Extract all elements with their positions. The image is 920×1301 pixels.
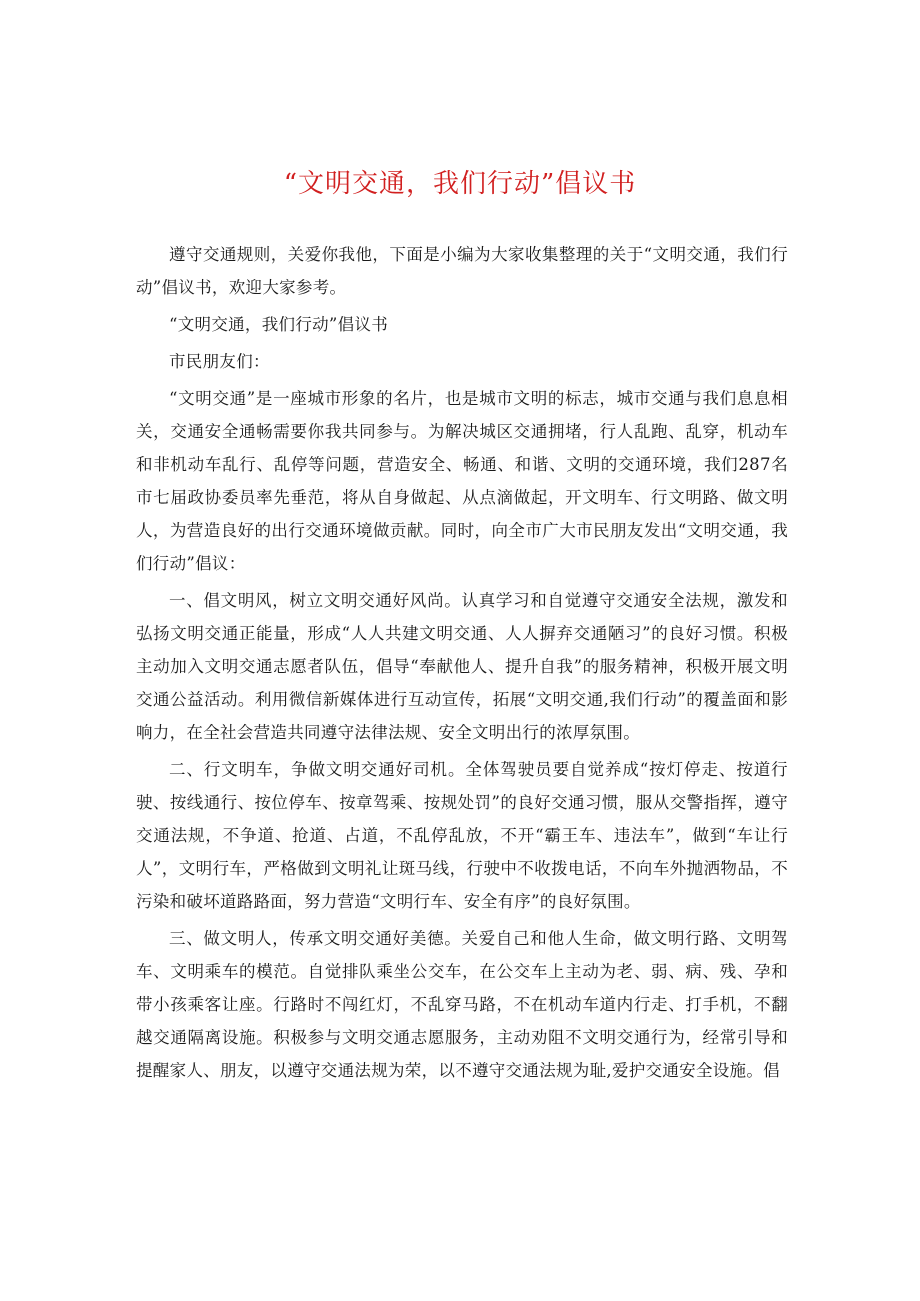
point-three-paragraph: 三、做文明人，传承文明交通好美德。关爱自己和他人生命，做文明行路、文明驾车、文明乘车的模范。自觉排队乘坐公交车，在公交车上主动为老、弱、病、残、孕和带小孩乘客让座。行路时不闯红灯，不乱穿马路，不在机动车道内行走、打手机，不翻越交通隔离设施。积极参与文明交通志愿服务，主动劝阻不文明交通行为，经常引导和提醒家人、朋友，以遵守交通法规为荣，以不遵守交通法规为耻,爱护交通安全设施。倡 xyxy=(136,929,788,1080)
document-body xyxy=(136,238,788,1091)
preamble-paragraph: “文明交通”是一座城市形象的名片，也是城市文明的标志，城市交通与我们息息相关，交通安全通畅需要你我共同参与。为解决城区交通拥堵，行人乱跑、乱穿，机动车和非机动车乱行、乱停等问题，营造安全、畅通、和谐、文明的交通环境，我们287名市七届政协委员率先垂范，将从自身做起、从点滴做起，开文明车、行文明路、做文明人，为营造良好的出行交通环境做贡献。同时，向全市广大市民朋友发出“文明交通，我们行动”倡议： xyxy=(136,389,788,573)
document-title: “文明交通，我们行动”倡议书 xyxy=(283,169,637,199)
intro-paragraph: 遵守交通规则，关爱你我他，下面是小编为大家收集整理的关于“文明交通，我们行动”倡议书，欢迎大家参考。 xyxy=(136,245,788,297)
point-one-paragraph: 一、倡文明风，树立文明交通好风尚。认真学习和自觉遵守交通安全法规，激发和弘扬文明交通正能量，形成“人人共建文明交通、人人摒弃交通陋习”的良好习惯。积极主动加入文明交通志愿者队伍，倡导“奉献他人、提升自我”的服务精神，积极开展文明交通公益活动。利用微信新媒体进行互动宣传，拓展“文明交通,我们行动”的覆盖面和影响力，在全社会营造共同遵守法律法规、安全文明出行的浓厚氛围。 xyxy=(136,591,788,742)
salutation-paragraph: 市民朋友们： xyxy=(169,352,270,371)
point-two-paragraph: 二、行文明车，争做文明交通好司机。全体驾驶员要自觉养成“按灯停走、按道行驶、按线通行、按位停车、按章驾乘、按规处罚”的良好交通习惯，服从交警指挥，遵守交通法规，不争道、抢道、占道，不乱停乱放，不开“霸王车、违法车”，做到“车让行人”，文明行车，严格做到文明礼让斑马线，行驶中不收拨电话，不向车外抛洒物品，不污染和破坏道路路面，努力营造“文明行车、安全有序”的良好氛围。 xyxy=(136,760,788,911)
subtitle-paragraph: “文明交通，我们行动”倡议书 xyxy=(169,315,389,334)
